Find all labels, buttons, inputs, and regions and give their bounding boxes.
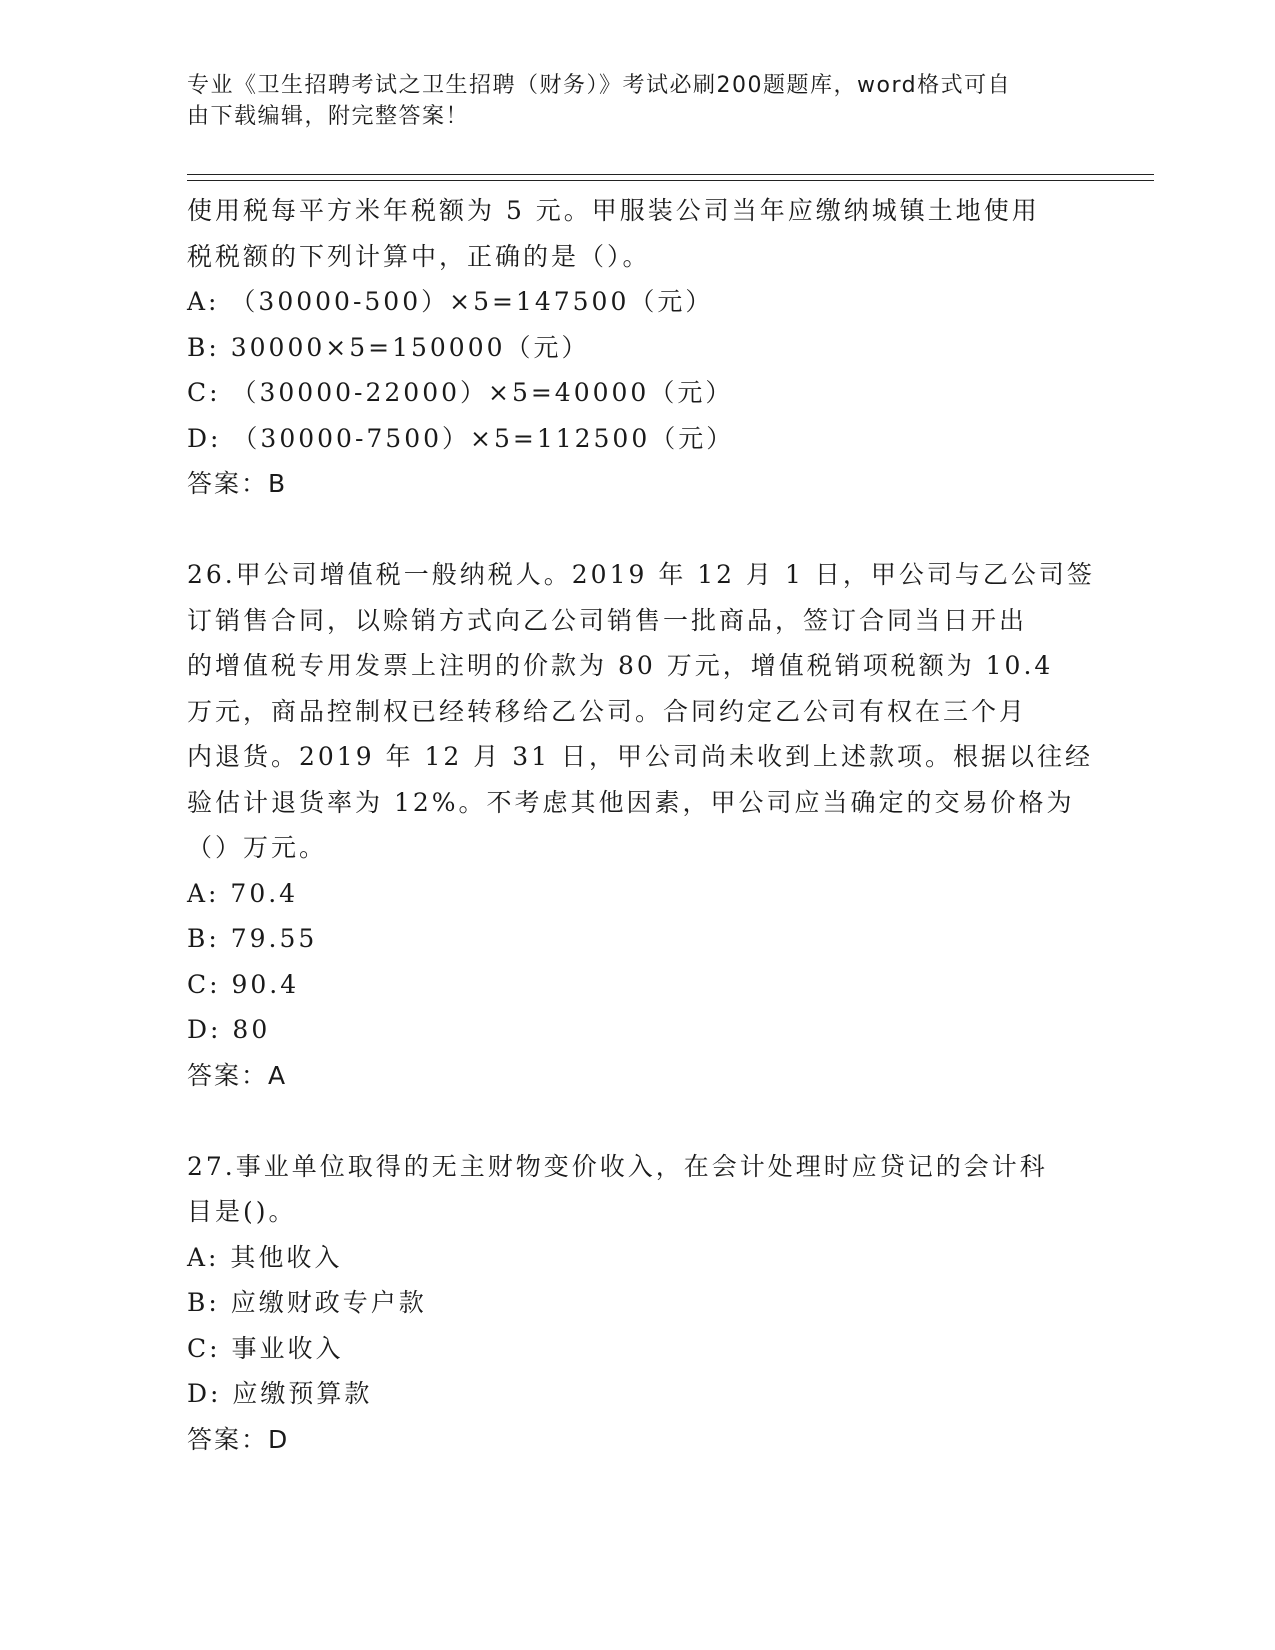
answer-label: 答案：D bbox=[187, 1424, 290, 1454]
spacer bbox=[187, 1098, 1087, 1144]
option-d: D: 应缴预算款 bbox=[187, 1379, 373, 1408]
option-c: C: 90.4 bbox=[187, 969, 300, 999]
question-26 bbox=[187, 552, 1095, 1098]
question-stem-line: 验估计退货率为 12%。不考虑其他因素，甲公司应当确定的交易价格为 bbox=[187, 787, 1075, 817]
option-a: A: 70.4 bbox=[187, 878, 299, 908]
option-c: C: 事业收入 bbox=[187, 1333, 344, 1363]
answer-label: 答案：B bbox=[187, 469, 288, 498]
question-stem-line: 27.事业单位取得的无主财物变价收入，在会计处理时应贷记的会计科 bbox=[187, 1151, 1048, 1181]
header-divider-top bbox=[187, 174, 1154, 175]
question-stem-line: 26.甲公司增值税一般纳税人。2019 年 12 月 1 日，甲公司与乙公司签 bbox=[187, 560, 1095, 589]
document-body bbox=[187, 188, 1095, 1462]
option-d: D: （30000-7500）×5=112500（元） bbox=[187, 423, 735, 453]
option-b: B: 79.55 bbox=[187, 924, 318, 953]
header-divider-bottom bbox=[187, 180, 1154, 181]
question-stem-line: 使用税每平方米年税额为 5 元。甲服装公司当年应缴纳城镇土地使用 bbox=[187, 196, 1040, 225]
header-title-line-1: 专业《卫生招聘考试之卫生招聘（财务）》考试必刷200题题库，word格式可自 bbox=[187, 73, 1012, 98]
question-27 bbox=[187, 1144, 1087, 1463]
document-header bbox=[187, 70, 1067, 132]
option-c: C: （30000-22000）×5=40000（元） bbox=[187, 378, 734, 407]
question-stem-line: 税税额的下列计算中，正确的是（）。 bbox=[187, 241, 651, 271]
question-25 bbox=[187, 188, 1087, 507]
answer-label: 答案：A bbox=[187, 1060, 288, 1090]
question-stem-line: （）万元。 bbox=[187, 833, 328, 862]
spacer bbox=[187, 507, 1087, 553]
option-b: B: 30000×5=150000（元） bbox=[187, 332, 590, 362]
question-stem-line: 内退货。2019 年 12 月 31 日，甲公司尚未收到上述款项。根据以往经 bbox=[187, 742, 1093, 771]
question-stem-line: 订销售合同，以赊销方式向乙公司销售一批商品，签订合同当日开出 bbox=[187, 605, 1028, 635]
question-stem-line: 目是()。 bbox=[187, 1197, 297, 1226]
option-a: A: （30000-500）×5=147500（元） bbox=[187, 287, 714, 316]
option-a: A: 其他收入 bbox=[187, 1242, 343, 1272]
option-d: D: 80 bbox=[187, 1015, 271, 1044]
option-b: B: 应缴财政专户款 bbox=[187, 1288, 427, 1317]
header-title-line-2: 由下载编辑，附完整答案！ bbox=[187, 104, 470, 129]
question-stem-line: 的增值税专用发票上注明的价款为 80 万元，增值税销项税额为 10.4 bbox=[187, 651, 1054, 680]
question-stem-line: 万元，商品控制权已经转移给乙公司。合同约定乙公司有权在三个月 bbox=[187, 696, 1028, 726]
